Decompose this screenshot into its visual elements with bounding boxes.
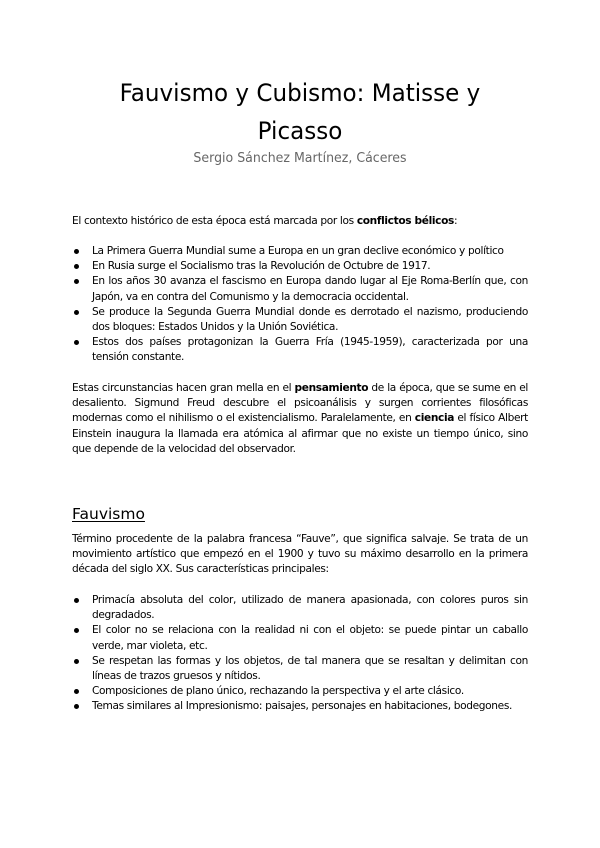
list-item	[72, 654, 528, 684]
list-item	[72, 699, 528, 714]
fauvismo-intro: Término procedente de la palabra francesa “Fauve”, que significa salvaje. Se trata de un movimiento artístico que empezó en el 1900 y tuvo su máximo desarrollo en la primera década del siglo XX. Sus características principales:	[72, 533, 528, 576]
list-item	[72, 274, 528, 304]
title-line-1: Fauvismo y Cubismo: Matisse y	[119, 79, 481, 107]
bullet-icon	[74, 310, 79, 315]
context-intro	[72, 214, 528, 229]
bullet-icon	[74, 249, 79, 254]
list-item-text: En los años 30 avanza el fascismo en Europa dando lugar al Eje Roma-Berlín que, con Japón, va en contra del Comunismo y la democracia occidental.	[92, 275, 528, 303]
document-subtitle: Sergio Sánchez Martínez, Cáceres	[193, 150, 407, 166]
paragraph-bold-ciencia: ciencia	[414, 412, 455, 425]
bullet-icon	[74, 659, 79, 664]
list-item-text: Se respetan las formas y los objetos, de tal manera que se resaltan y delimitan con líneas de trazos gruesos y nítidos.	[92, 654, 528, 683]
bullet-icon	[74, 689, 79, 694]
paragraph-text: Estas circunstancias hacen gran mella en el	[72, 382, 295, 394]
fauvismo-bullet-list	[72, 593, 528, 715]
bullet-icon	[74, 598, 79, 603]
list-item-text: El color no se relaciona con la realidad ni con el objeto: se puede pintar un caballo verde, mar violeta, etc.	[92, 624, 528, 652]
list-item	[72, 259, 528, 274]
bullet-icon	[74, 628, 79, 633]
list-item-text: Temas similares al Impresionismo: paisajes, personajes en habitaciones, bodegones.	[92, 700, 513, 713]
bullet-icon	[74, 704, 79, 709]
list-item-text: Primacía absoluta del color, utilizado de manera apasionada, con colores puros sin degradados.	[92, 594, 528, 622]
context-intro-bold: conflictos bélicos	[356, 215, 454, 227]
list-item	[72, 593, 528, 623]
list-item-text: Composiciones de plano único, rechazando la perspectiva y el arte clásico.	[92, 685, 464, 698]
list-item-text: Se produce la Segunda Guerra Mundial donde es derrotado el nazismo, produciendo dos bloques: Estados Unidos y la Unión Soviética.	[92, 305, 528, 334]
list-item	[72, 623, 528, 653]
section-heading-fauvismo: Fauvismo	[72, 505, 145, 523]
list-item	[72, 684, 528, 699]
paragraph-text: de la época, que se sume en el desaliento. Sigmund Freud descubre el psicoanálisis y surgen corrientes filosóficas modernas como el nihilismo o el existencialismo. Paralelamente, en	[72, 382, 529, 425]
list-item	[72, 335, 528, 365]
list-item	[72, 305, 528, 335]
list-item-text: Estos dos países protagonizan la Guerra Fría (1945-1959), caracterizada por una tensión constante.	[92, 336, 528, 364]
list-item	[72, 244, 528, 259]
context-intro-suffix: :	[454, 215, 458, 227]
bullet-icon	[74, 279, 79, 284]
bullet-icon	[74, 264, 79, 269]
paragraph-bold-pensamiento: pensamiento	[294, 382, 369, 394]
list-item-text: En Rusia surge el Socialismo tras la Revolución de Octubre de 1917.	[92, 260, 431, 273]
context-intro-text: El contexto histórico de esta época está marcada por los	[72, 215, 357, 227]
context-bullet-list	[72, 244, 528, 366]
paragraph-text: el físico Albert Einstein inaugura la llamada era atómica al afirmar que no existe un tiempo único, sino que depende de la velocidad del observador.	[72, 412, 528, 455]
title-line-2: Picasso	[257, 117, 343, 145]
list-item-text: La Primera Guerra Mundial sume a Europa en un gran declive económico y político	[92, 245, 504, 257]
bullet-icon	[74, 340, 79, 345]
context-paragraph	[72, 381, 528, 457]
document-title	[81, 74, 519, 150]
